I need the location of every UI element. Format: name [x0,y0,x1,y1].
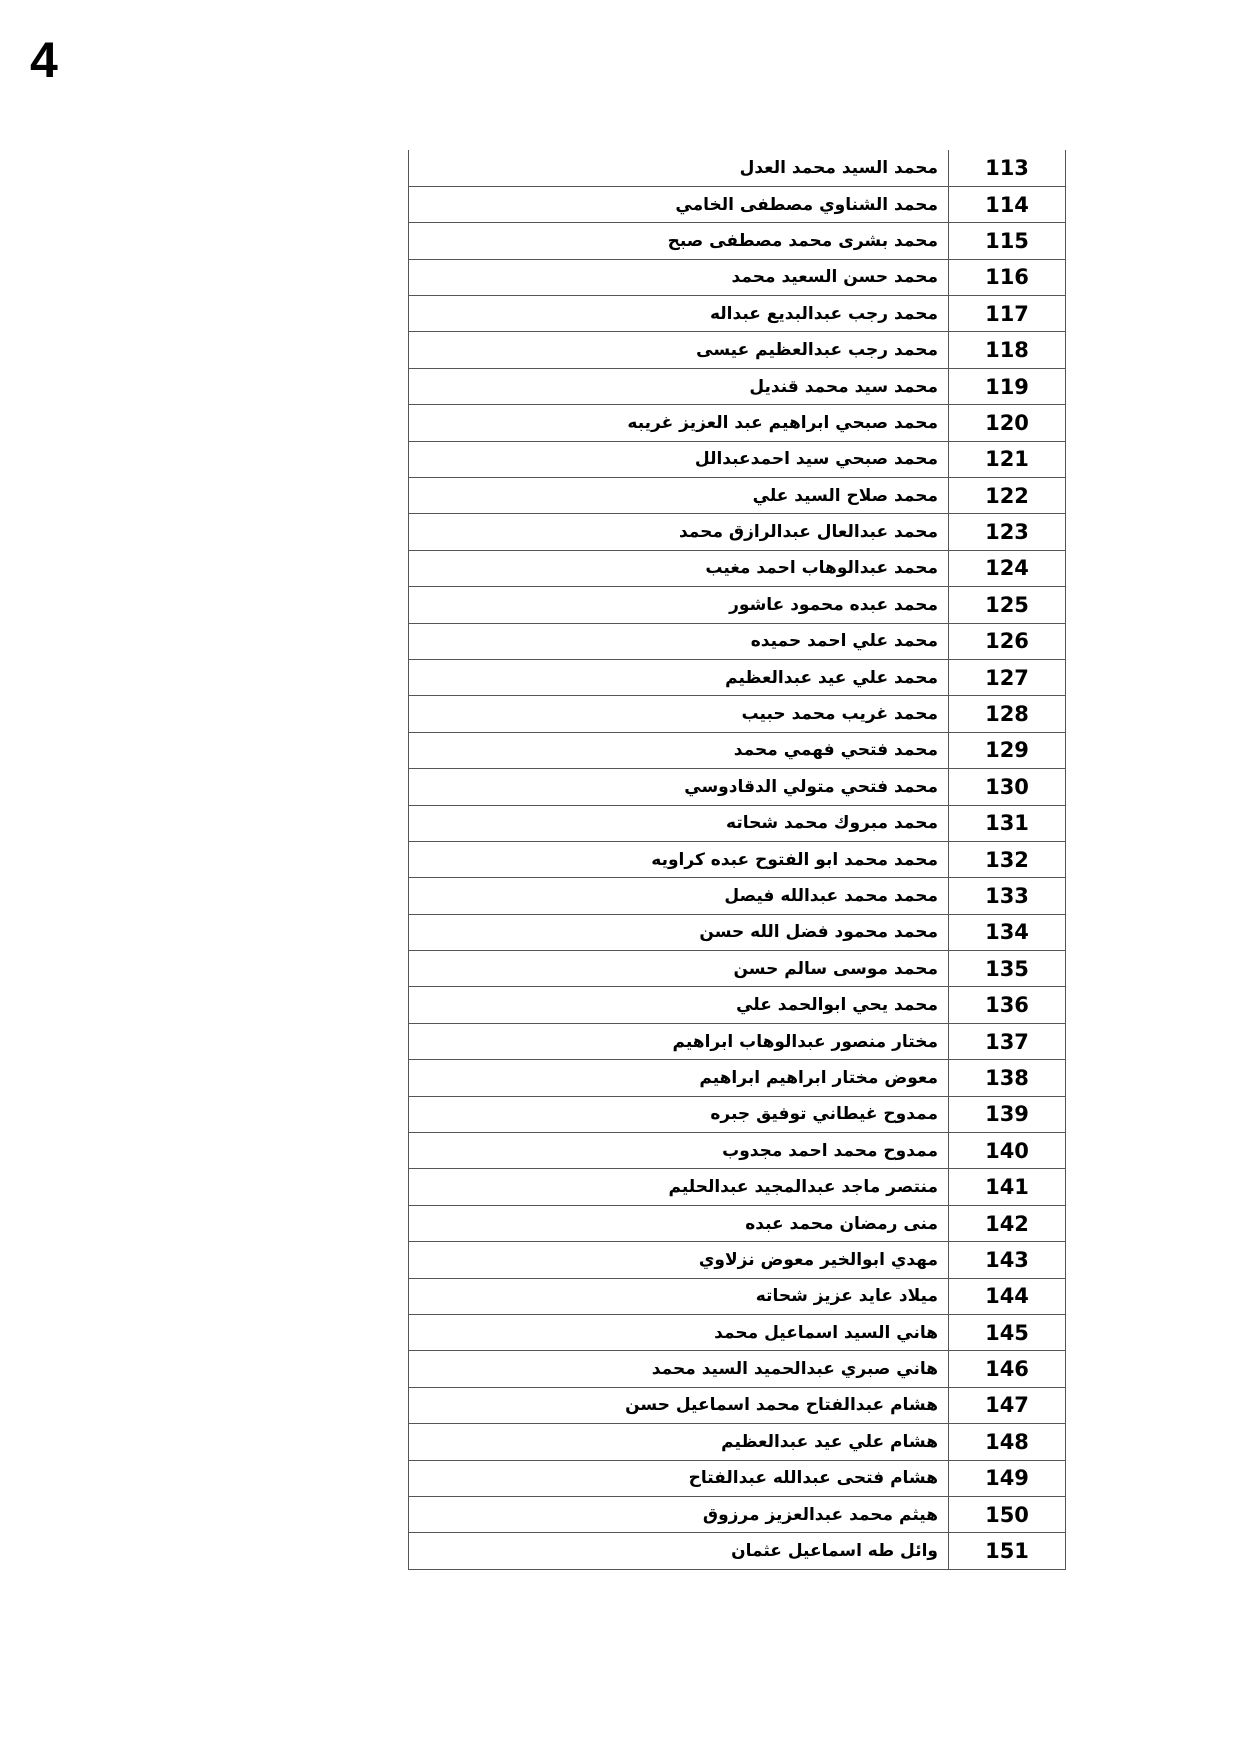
row-name: محمد سيد محمد قنديل [409,368,949,404]
row-number: 121 [949,441,1066,477]
row-name: ميلاد عايد عزيز شحاته [409,1278,949,1314]
row-name: محمد محمود فضل الله حسن [409,914,949,950]
row-number: 120 [949,405,1066,441]
table-row [409,259,1066,295]
row-name: هشام عبدالفتاح محمد اسماعيل حسن [409,1387,949,1423]
row-name: محمد رجب عبدالبديع عبداله [409,296,949,332]
table-row [409,441,1066,477]
table-row [409,1315,1066,1351]
table-row [409,1242,1066,1278]
table-row [409,1387,1066,1423]
row-name: محمد صبحي سيد احمدعبدالل [409,441,949,477]
page-number: 4 [30,32,58,88]
row-name: هاني صبري عبدالحميد السيد محمد [409,1351,949,1387]
table-row [409,1278,1066,1314]
row-name: محمد علي احمد حميده [409,623,949,659]
table-row [409,659,1066,695]
row-number: 134 [949,914,1066,950]
table-row [409,186,1066,222]
table-row [409,1460,1066,1496]
table-row [409,805,1066,841]
row-number: 123 [949,514,1066,550]
row-name: محمد حسن السعيد محمد [409,259,949,295]
table-row [409,550,1066,586]
row-name: محمد عبدالوهاب احمد مغيب [409,550,949,586]
row-number: 146 [949,1351,1066,1387]
names-table-body [409,150,1066,1569]
row-number: 113 [949,150,1066,186]
row-name: ممدوح غيطاني توفيق جبره [409,1096,949,1132]
table-row [409,878,1066,914]
row-name: محمد عبدالعال عبدالرازق محمد [409,514,949,550]
table-row [409,951,1066,987]
row-number: 136 [949,987,1066,1023]
table-row [409,987,1066,1023]
row-number: 115 [949,223,1066,259]
row-number: 131 [949,805,1066,841]
row-number: 135 [949,951,1066,987]
row-number: 144 [949,1278,1066,1314]
names-table [408,150,1066,1570]
row-name: محمد مبروك محمد شحاته [409,805,949,841]
table-row [409,841,1066,877]
row-name: محمد غريب محمد حبيب [409,696,949,732]
row-number: 125 [949,587,1066,623]
table-row [409,1060,1066,1096]
row-name: هشام فتحى عبدالله عبدالفتاح [409,1460,949,1496]
row-number: 132 [949,841,1066,877]
row-number: 142 [949,1205,1066,1241]
row-number: 116 [949,259,1066,295]
row-name: محمد علي عيد عبدالعظيم [409,659,949,695]
row-name: منى رمضان محمد عبده [409,1205,949,1241]
row-name: محمد الشناوي مصطفى الخامي [409,186,949,222]
row-name: محمد محمد ابو الفتوح عبده كراويه [409,841,949,877]
table-row [409,587,1066,623]
row-number: 118 [949,332,1066,368]
row-number: 133 [949,878,1066,914]
row-number: 129 [949,732,1066,768]
row-number: 126 [949,623,1066,659]
row-number: 141 [949,1169,1066,1205]
row-number: 130 [949,769,1066,805]
table-row [409,696,1066,732]
table-row [409,1023,1066,1059]
row-name: محمد فتحي فهمي محمد [409,732,949,768]
table-row [409,1169,1066,1205]
row-number: 124 [949,550,1066,586]
row-name: محمد صلاح السيد علي [409,478,949,514]
table-row [409,1533,1066,1569]
table-row [409,732,1066,768]
row-name: محمد موسى سالم حسن [409,951,949,987]
row-name: مختار منصور عبدالوهاب ابراهيم [409,1023,949,1059]
row-number: 117 [949,296,1066,332]
table-row [409,150,1066,186]
row-number: 143 [949,1242,1066,1278]
row-number: 137 [949,1023,1066,1059]
row-name: هيثم محمد عبدالعزيز مرزوق [409,1496,949,1532]
row-number: 114 [949,186,1066,222]
table-row [409,296,1066,332]
table-row [409,1496,1066,1532]
row-name: ممدوح محمد احمد مجدوب [409,1133,949,1169]
row-number: 140 [949,1133,1066,1169]
row-name: محمد فتحي متولي الدقادوسي [409,769,949,805]
row-number: 139 [949,1096,1066,1132]
row-number: 128 [949,696,1066,732]
row-number: 148 [949,1424,1066,1460]
row-name: وائل طه اسماعيل عثمان [409,1533,949,1569]
row-name: محمد بشرى محمد مصطفى صبح [409,223,949,259]
row-number: 151 [949,1533,1066,1569]
table-row [409,914,1066,950]
row-name: هشام علي عيد عبدالعظيم [409,1424,949,1460]
table-row [409,223,1066,259]
row-name: محمد السيد محمد العدل [409,150,949,186]
table-row [409,332,1066,368]
table-row [409,405,1066,441]
row-number: 122 [949,478,1066,514]
row-name: محمد يحي ابوالحمد علي [409,987,949,1023]
table-row [409,769,1066,805]
table-row [409,478,1066,514]
row-name: هاني السيد اسماعيل محمد [409,1315,949,1351]
table-row [409,623,1066,659]
row-number: 127 [949,659,1066,695]
row-name: محمد رجب عبدالعظيم عيسى [409,332,949,368]
row-name: معوض مختار ابراهيم ابراهيم [409,1060,949,1096]
row-number: 138 [949,1060,1066,1096]
row-name: محمد عبده محمود عاشور [409,587,949,623]
table-row [409,368,1066,404]
table-row [409,514,1066,550]
row-number: 119 [949,368,1066,404]
table-row [409,1205,1066,1241]
row-name: منتصر ماجد عبدالمجيد عبدالحليم [409,1169,949,1205]
row-number: 147 [949,1387,1066,1423]
table-row [409,1096,1066,1132]
row-name: محمد صبحي ابراهيم عبد العزيز غريبه [409,405,949,441]
row-number: 145 [949,1315,1066,1351]
row-name: محمد محمد عبدالله فيصل [409,878,949,914]
table-row [409,1424,1066,1460]
row-name: مهدي ابوالخير معوض نزلاوي [409,1242,949,1278]
table-row [409,1133,1066,1169]
table-row [409,1351,1066,1387]
row-number: 150 [949,1496,1066,1532]
row-number: 149 [949,1460,1066,1496]
